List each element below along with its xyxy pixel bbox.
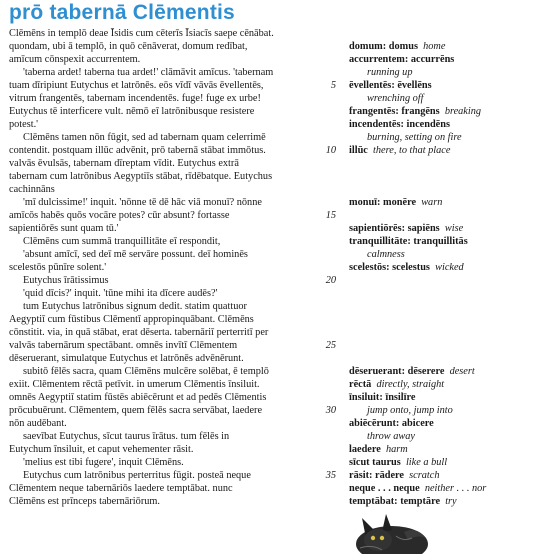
glossary-latin: scelestōs: scelestus: [349, 262, 430, 273]
glossary-latin: temptābat: temptāre: [349, 496, 441, 507]
glossary-latin: laedere: [349, 444, 381, 455]
glossary-english: wise: [444, 223, 464, 234]
glossary-latin: abiēcērunt: abicere: [349, 418, 434, 429]
text-line: valvās tabernārum spectābant. omnēs invītī Clēmentem: [9, 340, 238, 351]
cat-illustration: [352, 498, 436, 554]
text-line: Aegyptiī cum fūstibus Clēmentī appropinquābant. Clēmēns: [9, 314, 254, 325]
text-line: Clēmēns cum summā tranquillitāte eī respondit,: [23, 236, 221, 247]
text-line: cachinnāns: [9, 184, 55, 195]
glossary-latin: incendentēs: incendēns: [349, 119, 450, 130]
glossary-latin: rāsit: rādere: [349, 470, 404, 481]
text-line: 'taberna ardet! taberna tua ardet!' clāmāvit amīcus. 'tabernam: [23, 67, 274, 78]
text-line: contendit. postquam illūc advēnit, prō tabernā stābat immōtus.: [9, 145, 266, 156]
text-line: 'quid dīcis?' inquit. 'tūne mihi ita dīcere audēs?': [23, 288, 218, 299]
glossary-entry: [349, 482, 539, 495]
glossary-entry: [349, 417, 539, 430]
page-title: prō tabernā Clēmentis: [9, 1, 235, 24]
text-line: amīcōs habēs quōs vocāre potes? cūr absunt? fortasse: [9, 210, 230, 221]
glossary-entry: [349, 469, 539, 482]
text-line: prōcubuērunt. Clēmentem, quem fēlēs sacra servābat, laedere: [9, 405, 263, 416]
glossary-english: warn: [421, 197, 443, 208]
text-line: valvās ēvulsās, tabernam dīreptam vīdit. Eutychus extrā: [9, 158, 239, 169]
text-line: tabernam cum latrōnibus Aegyptiīs stābat, rīdēbatque. Eutychus: [9, 171, 273, 182]
glossary-entry: [349, 235, 539, 248]
glossary-latin: īnsiluit: īnsilīre: [349, 392, 416, 403]
glossary-entry: [349, 118, 539, 131]
glossary-entry: [349, 144, 539, 157]
text-line: tuam dīripiunt Eutychus et latrōnēs. eōs vīdī vāvās ēvellentēs,: [9, 80, 264, 91]
line-number: 25: [325, 340, 336, 351]
line-number: 20: [325, 275, 336, 286]
text-line: cōnstitit. via, in quā stābat, erat dēserta. tabernāriī perterritī per: [9, 327, 269, 338]
line-number: 10: [325, 145, 336, 156]
line-number: 30: [325, 405, 336, 416]
glossary-english: breaking: [444, 106, 482, 117]
glossary-entry: [349, 196, 539, 209]
text-line: saevībat Eutychus, sīcut taurus īrātus. tum fēlēs in: [23, 431, 230, 442]
text-line: Clēmēns tamen nōn fūgit, sed ad tabernam quam celerrimē: [23, 132, 266, 143]
glossary-english: scratch: [409, 470, 440, 481]
glossary-latin: ēvellentēs: ēvellēns: [349, 80, 432, 91]
text-line: potest.': [9, 119, 39, 130]
glossary-latin: accurrentem: accurrēns: [349, 54, 455, 65]
glossary-latin: neque . . . neque: [349, 483, 420, 494]
text-line: tum Eutychus latrōnibus signum dedit. statim quattuor: [23, 301, 247, 312]
glossary-entry: [349, 40, 539, 53]
text-line: Clēmentem neque tabernāriōs laedere temptābat. nunc: [9, 483, 233, 494]
glossary-entry: [349, 365, 539, 378]
glossary-english: neither . . . nor: [424, 483, 487, 494]
glossary-entry: [349, 443, 539, 456]
glossary-entry: [349, 378, 539, 391]
text-line: 'absunt amīcī, sed deī mē servāre possunt. deī hominēs: [23, 249, 248, 260]
text-line: Eutychum īnsiluit, et caput vehementer rāsit.: [9, 444, 194, 455]
glossary-english: wrenching off: [367, 93, 424, 104]
text-line: 'melius est tibi fugere', inquit Clēmēns.: [23, 457, 184, 468]
glossary-entry: [349, 53, 539, 66]
glossary-english: jump onto, jump into: [367, 405, 453, 416]
glossary-english: harm: [386, 444, 408, 455]
line-number: 15: [325, 210, 336, 221]
text-line: quondam, ubi ā templō, in quō cēnāverat, domum redībat,: [9, 41, 248, 52]
text-line: 'mī dulcissime!' inquit. 'nōnne tē dē hāc viā monuī? nōnne: [23, 197, 262, 208]
glossary-entry: [349, 222, 539, 235]
text-line: Eutychus īrātissimus: [23, 275, 109, 286]
glossary-entry: [349, 456, 539, 469]
text-line: vitrum frangentēs, tabernam incendentēs. fuge! fuge ex urbe!: [9, 93, 261, 104]
text-line: nōn audēbant.: [9, 418, 67, 429]
glossary-english: wicked: [435, 262, 464, 273]
glossary-english: desert: [449, 366, 475, 377]
glossary-latin: sīcut taurus: [349, 457, 401, 468]
text-line: amīcum cōnspexit accurrentem.: [9, 54, 141, 65]
text-line: sapientiōrēs sunt quam tū.': [9, 223, 119, 234]
text-line: Eutychus cum latrōnibus perterritus fūgit. posteā neque: [23, 470, 251, 481]
glossary-latin: sapientiōrēs: sapiēns: [349, 223, 440, 234]
glossary-english: try: [445, 496, 457, 507]
glossary-entry: [349, 79, 539, 92]
glossary-latin: frangentēs: frangēns: [349, 106, 440, 117]
glossary-english: burning, setting on fire: [367, 132, 462, 143]
text-line: exiit. Clēmentem rēctā petīvit. in umerum Clēmentis īnsiluit.: [9, 379, 260, 390]
glossary-entry: [349, 261, 539, 274]
glossary-latin: tranquillitāte: tranquillitās: [349, 236, 468, 247]
glossary-english: like a bull: [405, 457, 448, 468]
text-line: omnēs Aegyptiī statim fūstēs abiēcērunt et ad pedēs Clēmentis: [9, 392, 267, 403]
text-line: subitō fēlēs sacra, quam Clēmēns mulcēre solēbat, ē templō: [23, 366, 269, 377]
glossary-english: calmness: [367, 249, 405, 260]
glossary-english: directly, straight: [376, 379, 445, 390]
glossary-entry: [349, 105, 539, 118]
text-line: Clēmēns in templō deae Īsidis cum cēterīs Īsiacīs saepe cēnābat.: [9, 28, 274, 39]
glossary-english: running up: [367, 67, 413, 78]
text-line: Eutychus tē interficere vult. nēmō eī latrōnibusque resistere: [9, 106, 255, 117]
line-number: 35: [325, 470, 336, 481]
glossary-latin: domum: domus: [349, 41, 418, 52]
glossary-entry: [349, 391, 539, 404]
text-line: scelestōs pūnīre solent.': [9, 262, 107, 273]
text-line: Clēmēns est prīnceps tabernāriōrum.: [9, 496, 160, 507]
glossary-english: throw away: [367, 431, 415, 442]
glossary-english: home: [423, 41, 446, 52]
glossary-latin: monuī: monēre: [349, 197, 417, 208]
glossary-latin: dēseruerant: dēserere: [349, 366, 445, 377]
glossary-english: there, to that place: [373, 145, 451, 156]
line-number: 5: [330, 80, 336, 91]
text-line: dēseruerant, simulatque Eutychus et latrōnēs advēnērunt.: [9, 353, 244, 364]
glossary-latin: illūc: [349, 145, 368, 156]
glossary-latin: rēctā: [349, 379, 372, 390]
